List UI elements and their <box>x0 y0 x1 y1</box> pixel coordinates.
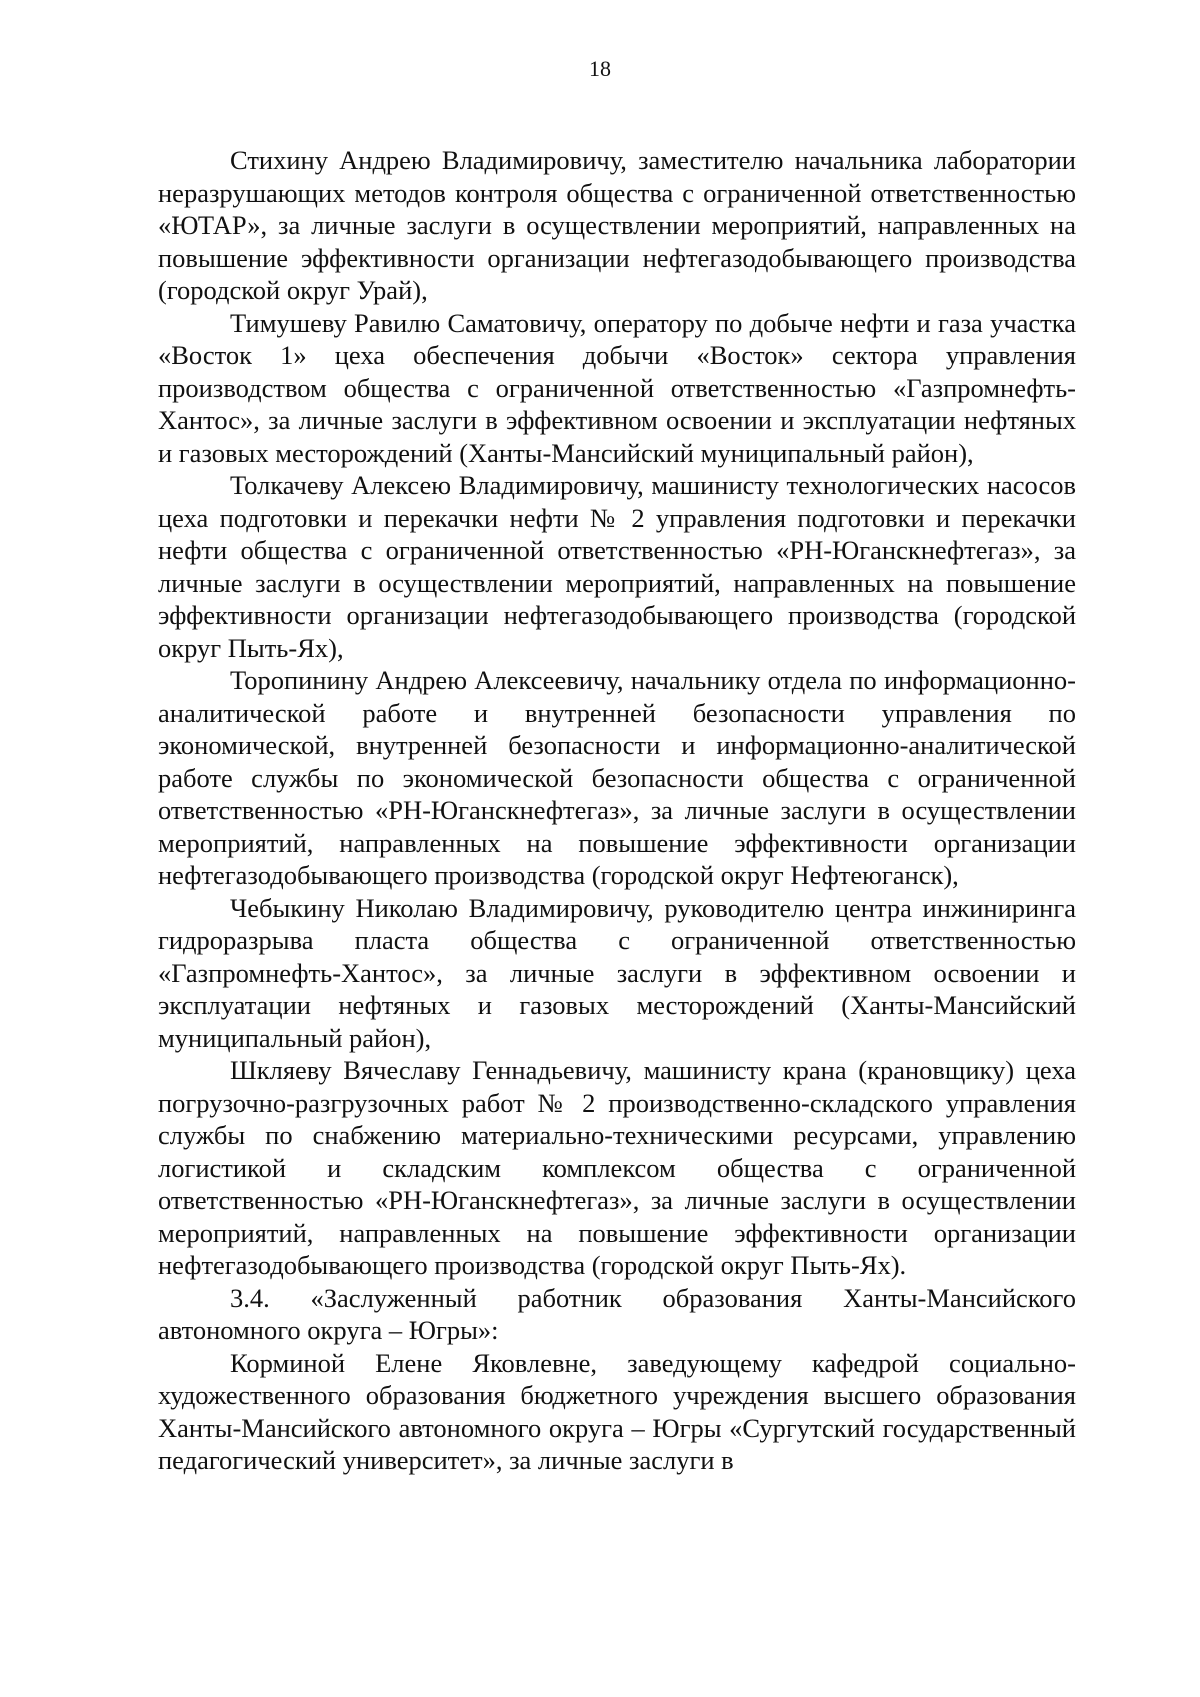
paragraph-timushev: Тимушеву Равилю Саматовичу, оператору по добыче нефти и газа участка «Восток 1» цеха обеспечения добычи «Восток» сектора управления производством общества с ограниченной ответственностью «Газпромнефть-Хантос», за личные заслуги в эффективном освоении и эксплуатации нефтяных и газовых месторождений (Ханты-Мансийский муниципальный район), <box>158 307 1076 468</box>
paragraph-kormina: Корминой Елене Яковлевне, заведующему кафедрой социально-художественного образования бюджетного учреждения высшего образования Ханты-Мансийского автономного округа – Югры «Сургутский государственный педагогический университет», за личные заслуги в <box>158 1347 1076 1475</box>
document-body <box>158 144 1076 1477</box>
paragraph-chebykin: Чебыкину Николаю Владимировичу, руководителю центра инжиниринга гидроразрыва пласта общества с ограниченной ответственностью «Газпромнефть-Хантос», за личные заслуги в эффективном освоении и эксплуатации нефтяных и газовых месторождений (Ханты-Мансийский муниципальный район), <box>158 892 1076 1053</box>
paragraph-stikhin: Стихину Андрею Владимировичу, заместителю начальника лаборатории неразрушающих методов контроля общества с ограниченной ответственностью «ЮТАР», за личные заслуги в осуществлении мероприятий, направленных на повышение эффективности организации нефтегазодобывающего производства (городской округ Урай), <box>158 145 1076 305</box>
section-heading-3-4: 3.4. «Заслуженный работник образования Ханты-Мансийского автономного округа – Югры»: <box>158 1282 1076 1345</box>
paragraph-tolkachev: Толкачеву Алексею Владимировичу, машинисту технологических насосов цеха подготовки и перекачки нефти № 2 управления подготовки и перекачки нефти общества с ограниченной ответственностью «РН-Юганскнефтегаз», за личные заслуги в осуществлении мероприятий, направленных на повышение эффективности организации нефтегазодобывающего производства (городской округ Пыть-Ях), <box>158 470 1076 663</box>
paragraph-shklyaev: Шкляеву Вячеславу Геннадьевичу, машинисту крана (крановщику) цеха погрузочно-разгрузочных работ № 2 производственно-складского управления службы по снабжению материально-техническими ресурсами, управлению логистикой и складским комплексом общества с ограниченной ответственностью «РН-Юганскнефтегаз», за личные заслуги в осуществлении мероприятий, направленных на повышение эффективности организации нефтегазодобывающего производства (городской округ Пыть-Ях). <box>158 1055 1076 1280</box>
paragraph-toropinin: Торопинину Андрею Алексеевичу, начальнику отдела по информационно-аналитической работе и внутренней безопасности управления по экономической, внутренней безопасности и информационно-аналитической работе службы по экономической безопасности общества с ограниченной ответственностью «РН-Юганскнефтегаз», за личные заслуги в осуществлении мероприятий, направленных на повышение эффективности организации нефтегазодобывающего производства (городской округ Нефтеюганск), <box>158 665 1076 890</box>
page-number: 18 <box>589 56 611 81</box>
